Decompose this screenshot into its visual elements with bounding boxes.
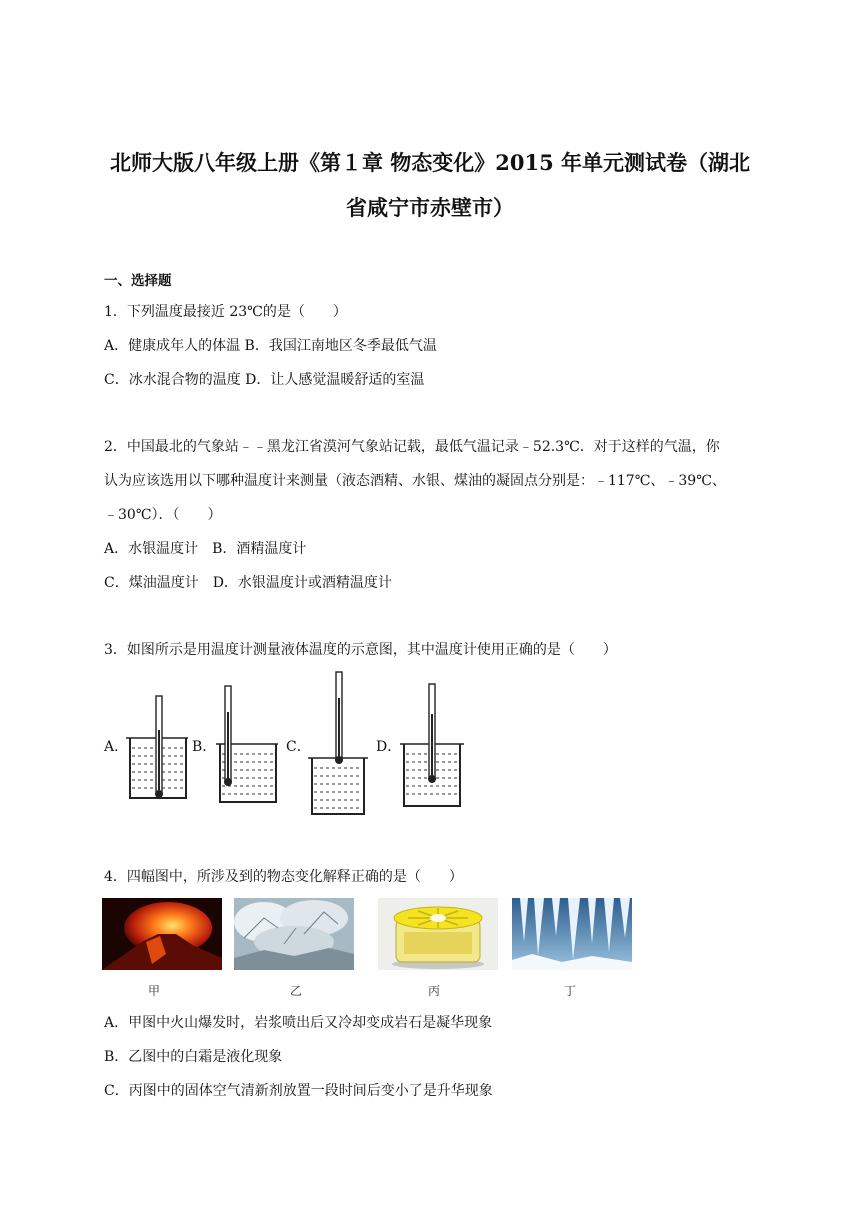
question-1-stem: 1．下列温度最接近 23℃的是（ ）	[104, 304, 347, 320]
question-4-option-c: C．丙图中的固体空气清新剂放置一段时间后变小了是升华现象	[104, 1083, 493, 1099]
beaker-diagram-b	[212, 682, 282, 806]
option-c-label: C．	[286, 739, 311, 755]
photo-caption-bing: 丙	[427, 984, 440, 998]
beaker-diagram-c	[304, 668, 370, 818]
photo-caption-yi: 乙	[289, 984, 302, 998]
option-a-label: A．	[104, 739, 129, 755]
question-4-option-b: B．乙图中的白霜是液化现象	[104, 1049, 283, 1065]
question-2-stem-line-2: 认为应该选用以下哪种温度计来测量（液态酒精、水银、煤油的凝固点分别是：﹣117℃、﹣39℃、	[104, 473, 726, 489]
photo-caption-jia: 甲	[147, 984, 160, 998]
question-1-options-ab: A．健康成年人的体温 B．我国江南地区冬季最低气温	[104, 338, 437, 354]
beaker-diagram-a	[124, 690, 192, 802]
page-title-line-2: 省咸宁市赤壁市）	[346, 195, 514, 220]
icicles-photo	[512, 898, 632, 970]
section-heading: 一、选择题	[104, 273, 172, 289]
frost-photo	[234, 898, 354, 970]
question-3-stem: 3．如图所示是用温度计测量液体温度的示意图，其中温度计使用正确的是（ ）	[104, 642, 617, 658]
photo-caption-ding: 丁	[563, 984, 576, 998]
question-2-stem-line-3: ﹣30℃）．（ ）	[104, 507, 222, 523]
question-2-stem-line-1: 2．中国最北的气象站﹣﹣黑龙江省漠河气象站记载，最低气温记录﹣52.3℃．对于这样的气温，你	[104, 439, 720, 455]
question-2-options-cd: C．煤油温度计 D．水银温度计或酒精温度计	[104, 575, 392, 591]
question-4-option-a: A．甲图中火山爆发时，岩浆喷出后又冷却变成岩石是凝华现象	[104, 1015, 493, 1031]
air-freshener-photo	[378, 898, 498, 970]
question-2-options-ab: A．水银温度计 B．酒精温度计	[104, 541, 307, 557]
question-1-options-cd: C．冰水混合物的温度 D．让人感觉温暖舒适的室温	[104, 372, 425, 388]
page-title-line-1: 北师大版八年级上册《第１章 物态变化》2015 年单元测试卷（湖北	[109, 150, 751, 175]
volcano-photo	[102, 898, 222, 970]
beaker-diagram-d	[398, 680, 466, 810]
option-b-label: B．	[192, 739, 217, 755]
option-d-label: D．	[376, 739, 402, 755]
question-4-stem: 4．四幅图中，所涉及到的物态变化解释正确的是（ ）	[104, 869, 463, 885]
